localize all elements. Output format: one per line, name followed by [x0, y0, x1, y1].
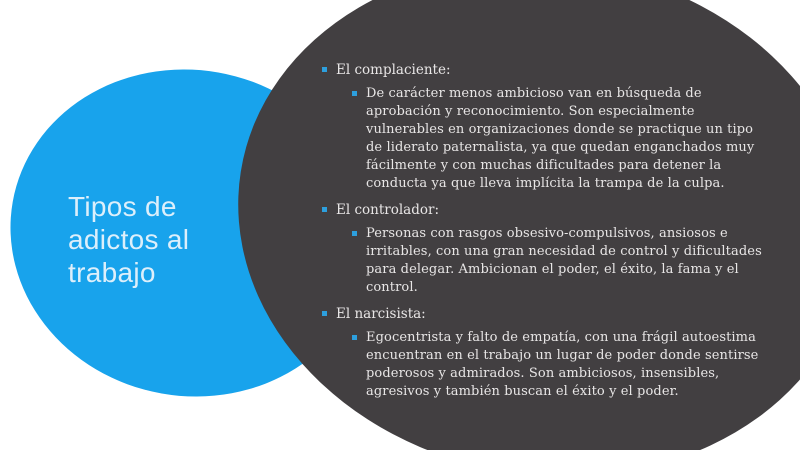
bullet-label: El narcisista: — [336, 306, 426, 322]
bullet-square-icon — [352, 231, 357, 236]
sub-bullet-item — [352, 329, 774, 401]
bullet-square-icon — [322, 67, 327, 72]
bullet-square-icon — [352, 335, 357, 340]
sub-bullet-text: De carácter menos ambicioso van en búsqueda de aprobación y reconocimiento. Son especialmente vulnerables en organizaciones donde se practique un tipo de liderato paternalista, ya que quedan enganchados muy fácilmente y con muchas dificultades para detener la conducta ya que lleva implícita la trampa de la culpa. — [366, 86, 755, 191]
slide-title-line: Tipos de — [68, 191, 177, 222]
bullet-item-narcisista — [322, 306, 774, 323]
slide-title — [68, 190, 189, 289]
sub-bullet-text: Personas con rasgos obsesivo-compulsivos, ansiosos e irritables, con una gran necesidad de control y dificultades para delegar. Ambicionan el poder, el éxito, la fama y el control. — [366, 226, 762, 295]
bullet-square-icon — [352, 91, 357, 96]
bullet-label: El controlador: — [336, 202, 439, 218]
sub-bullet-item — [352, 225, 774, 297]
bullet-square-icon — [322, 207, 327, 212]
bullet-list — [322, 62, 774, 401]
bullet-square-icon — [322, 311, 327, 316]
slide-title-line: trabajo — [68, 257, 156, 288]
bullet-item-complaciente — [322, 62, 774, 79]
sub-bullet-item — [352, 85, 774, 193]
slide-title-line: adictos al — [68, 224, 190, 255]
sub-bullet-text: Egocentrista y falto de empatía, con una frágil autoestima encuentran en el trabajo un lugar de poder donde sentirse poderosos y admirados. Son ambiciosos, insensibles, agresivos y también buscan el éxito y el poder. — [366, 330, 759, 399]
bullet-label: El complaciente: — [336, 62, 451, 78]
bullet-item-controlador — [322, 202, 774, 219]
